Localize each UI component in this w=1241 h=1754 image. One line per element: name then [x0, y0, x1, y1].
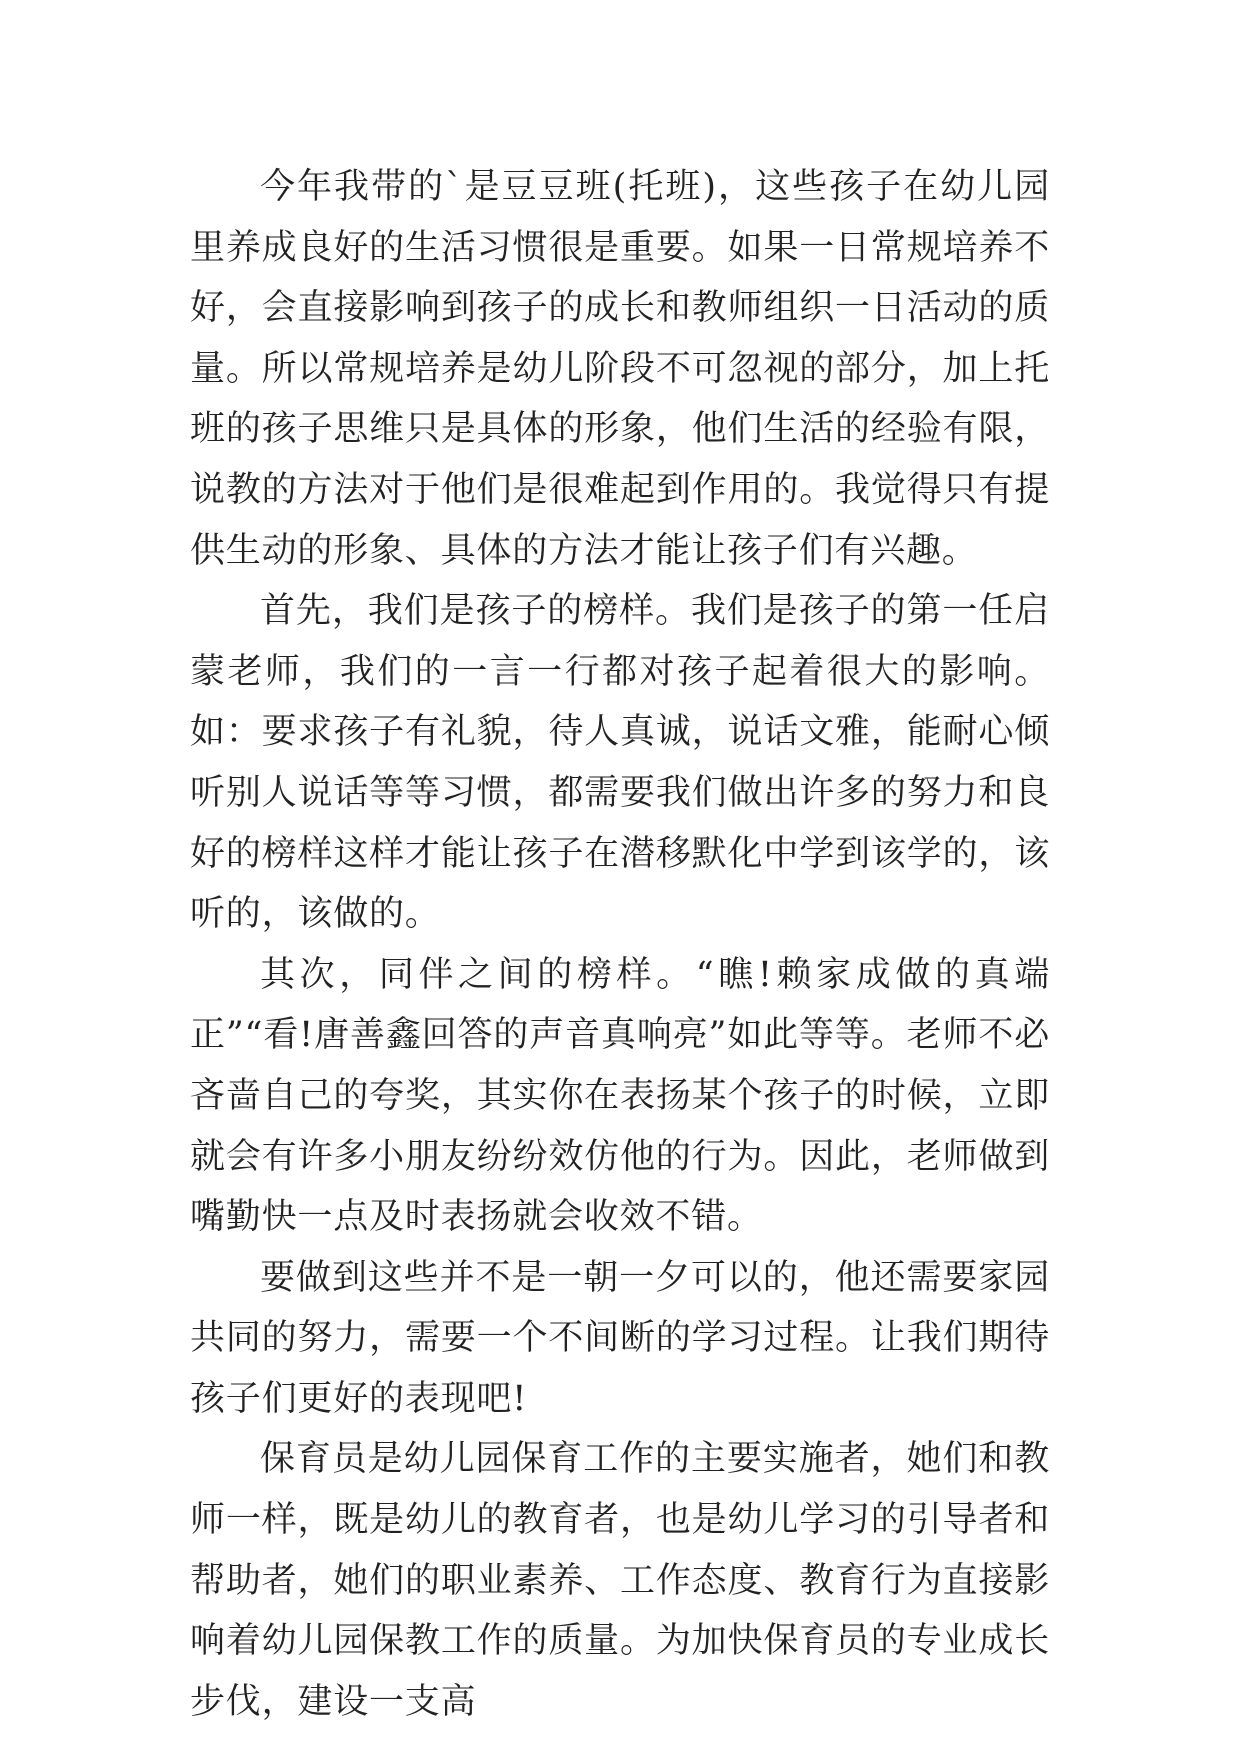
paragraph-3: 其次，同伴之间的榜样。“瞧!赖家成做的真端正”“看!唐善鑫回答的声音真响亮”如此等等。老师不必吝啬自己的夸奖，其实你在表扬某个孩子的时候，立即就会有许多小朋友纷纷效仿他的行为。因此，老师做到嘴勤快一点及时表扬就会收效不错。 — [190, 954, 1050, 1238]
document-body — [190, 157, 1050, 1732]
paragraph-1: 今年我带的`是豆豆班(托班)，这些孩子在幼儿园里养成良好的生活习惯很是重要。如果一日常规培养不好，会直接影响到孩子的成长和教师组织一日活动的质量。所以常规培养是幼儿阶段不可忽视的部分，加上托班的孩子思维只是具体的形象，他们生活的经验有限，说教的方法对于他们是很难起到作用的。我觉得只有提供生动的形象、具体的方法才能让孩子们有兴趣。 — [190, 167, 1050, 571]
paragraph-5: 保育员是幼儿园保育工作的主要实施者，她们和教师一样，既是幼儿的教育者，也是幼儿学习的引导者和帮助者，她们的职业素养、工作态度、教育行为直接影响着幼儿园保教工作的质量。为加快保育员的专业成长步伐，建设一支高 — [190, 1439, 1050, 1722]
paragraph-4: 要做到这些并不是一朝一夕可以的，他还需要家园共同的努力，需要一个不间断的学习过程。让我们期待孩子们更好的表现吧! — [190, 1257, 1050, 1419]
paragraph-2: 首先，我们是孩子的榜样。我们是孩子的第一任启蒙老师，我们的一言一行都对孩子起着很大的影响。如：要求孩子有礼貌，待人真诚，说话文雅，能耐心倾听别人说话等等习惯，都需要我们做出许多的努力和良好的榜样这样才能让孩子在潜移默化中学到该学的，该听的，该做的。 — [190, 591, 1050, 935]
